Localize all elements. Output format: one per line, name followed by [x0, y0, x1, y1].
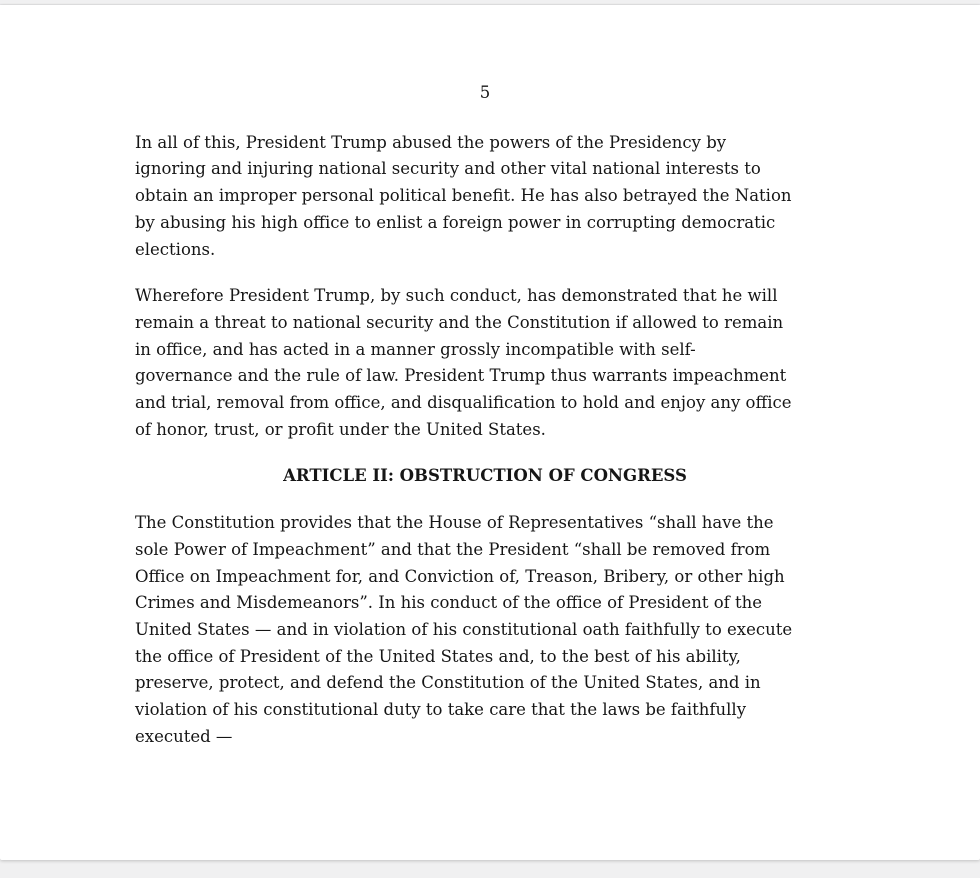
text-line: Crimes and Misdemeanors”. In his conduct of the office of President of the [135, 593, 763, 613]
text-line: Office on Impeachment for, and Conviction of, Treason, Bribery, or other high [135, 566, 785, 586]
text-line: elections. [135, 239, 216, 259]
text-line: violation of his constitutional duty to take care that the laws be faithfully [135, 700, 747, 720]
text-line: of honor, trust, or profit under the United States. [135, 419, 546, 439]
text-line: in office, and has acted in a manner grossly incompatible with self- [135, 339, 696, 359]
text-line: governance and the rule of law. President Trump thus warrants impeachment [135, 366, 787, 386]
page-number: 5 [479, 83, 491, 102]
text-line: preserve, protect, and defend the Constitution of the United States, and in [135, 673, 761, 693]
text-line: ignoring and injuring national security and other vital national interests to [135, 159, 761, 179]
text-line: by abusing his high office to enlist a foreign power in corrupting democratic [135, 212, 776, 232]
text-line: executed — [135, 726, 233, 746]
article-ii-heading: ARTICLE II: OBSTRUCTION OF CONGRESS [283, 466, 687, 486]
paragraph-2 [135, 283, 835, 443]
text-line: and trial, removal from office, and disqualification to hold and enjoy any office [135, 393, 792, 413]
page-content [135, 5, 835, 750]
text-line: the office of President of the United States and, to the best of his ability, [135, 646, 741, 666]
document-page [0, 5, 980, 860]
text-line: obtain an improper personal political benefit. He has also betrayed the Nation [135, 186, 792, 206]
text-line: sole Power of Impeachment” and that the President “shall be removed from [135, 539, 771, 559]
text-line: remain a threat to national security and the Constitution if allowed to remain [135, 312, 784, 332]
paragraph-3 [135, 510, 835, 750]
paragraph-1 [135, 130, 835, 264]
text-line: In all of this, President Trump abused the powers of the Presidency by [135, 132, 727, 152]
text-line: United States — and in violation of his constitutional oath faithfully to execute [135, 619, 793, 639]
text-line: Wherefore President Trump, by such conduct, has demonstrated that he will [135, 286, 778, 306]
text-line: The Constitution provides that the House of Representatives “shall have the [135, 513, 774, 533]
